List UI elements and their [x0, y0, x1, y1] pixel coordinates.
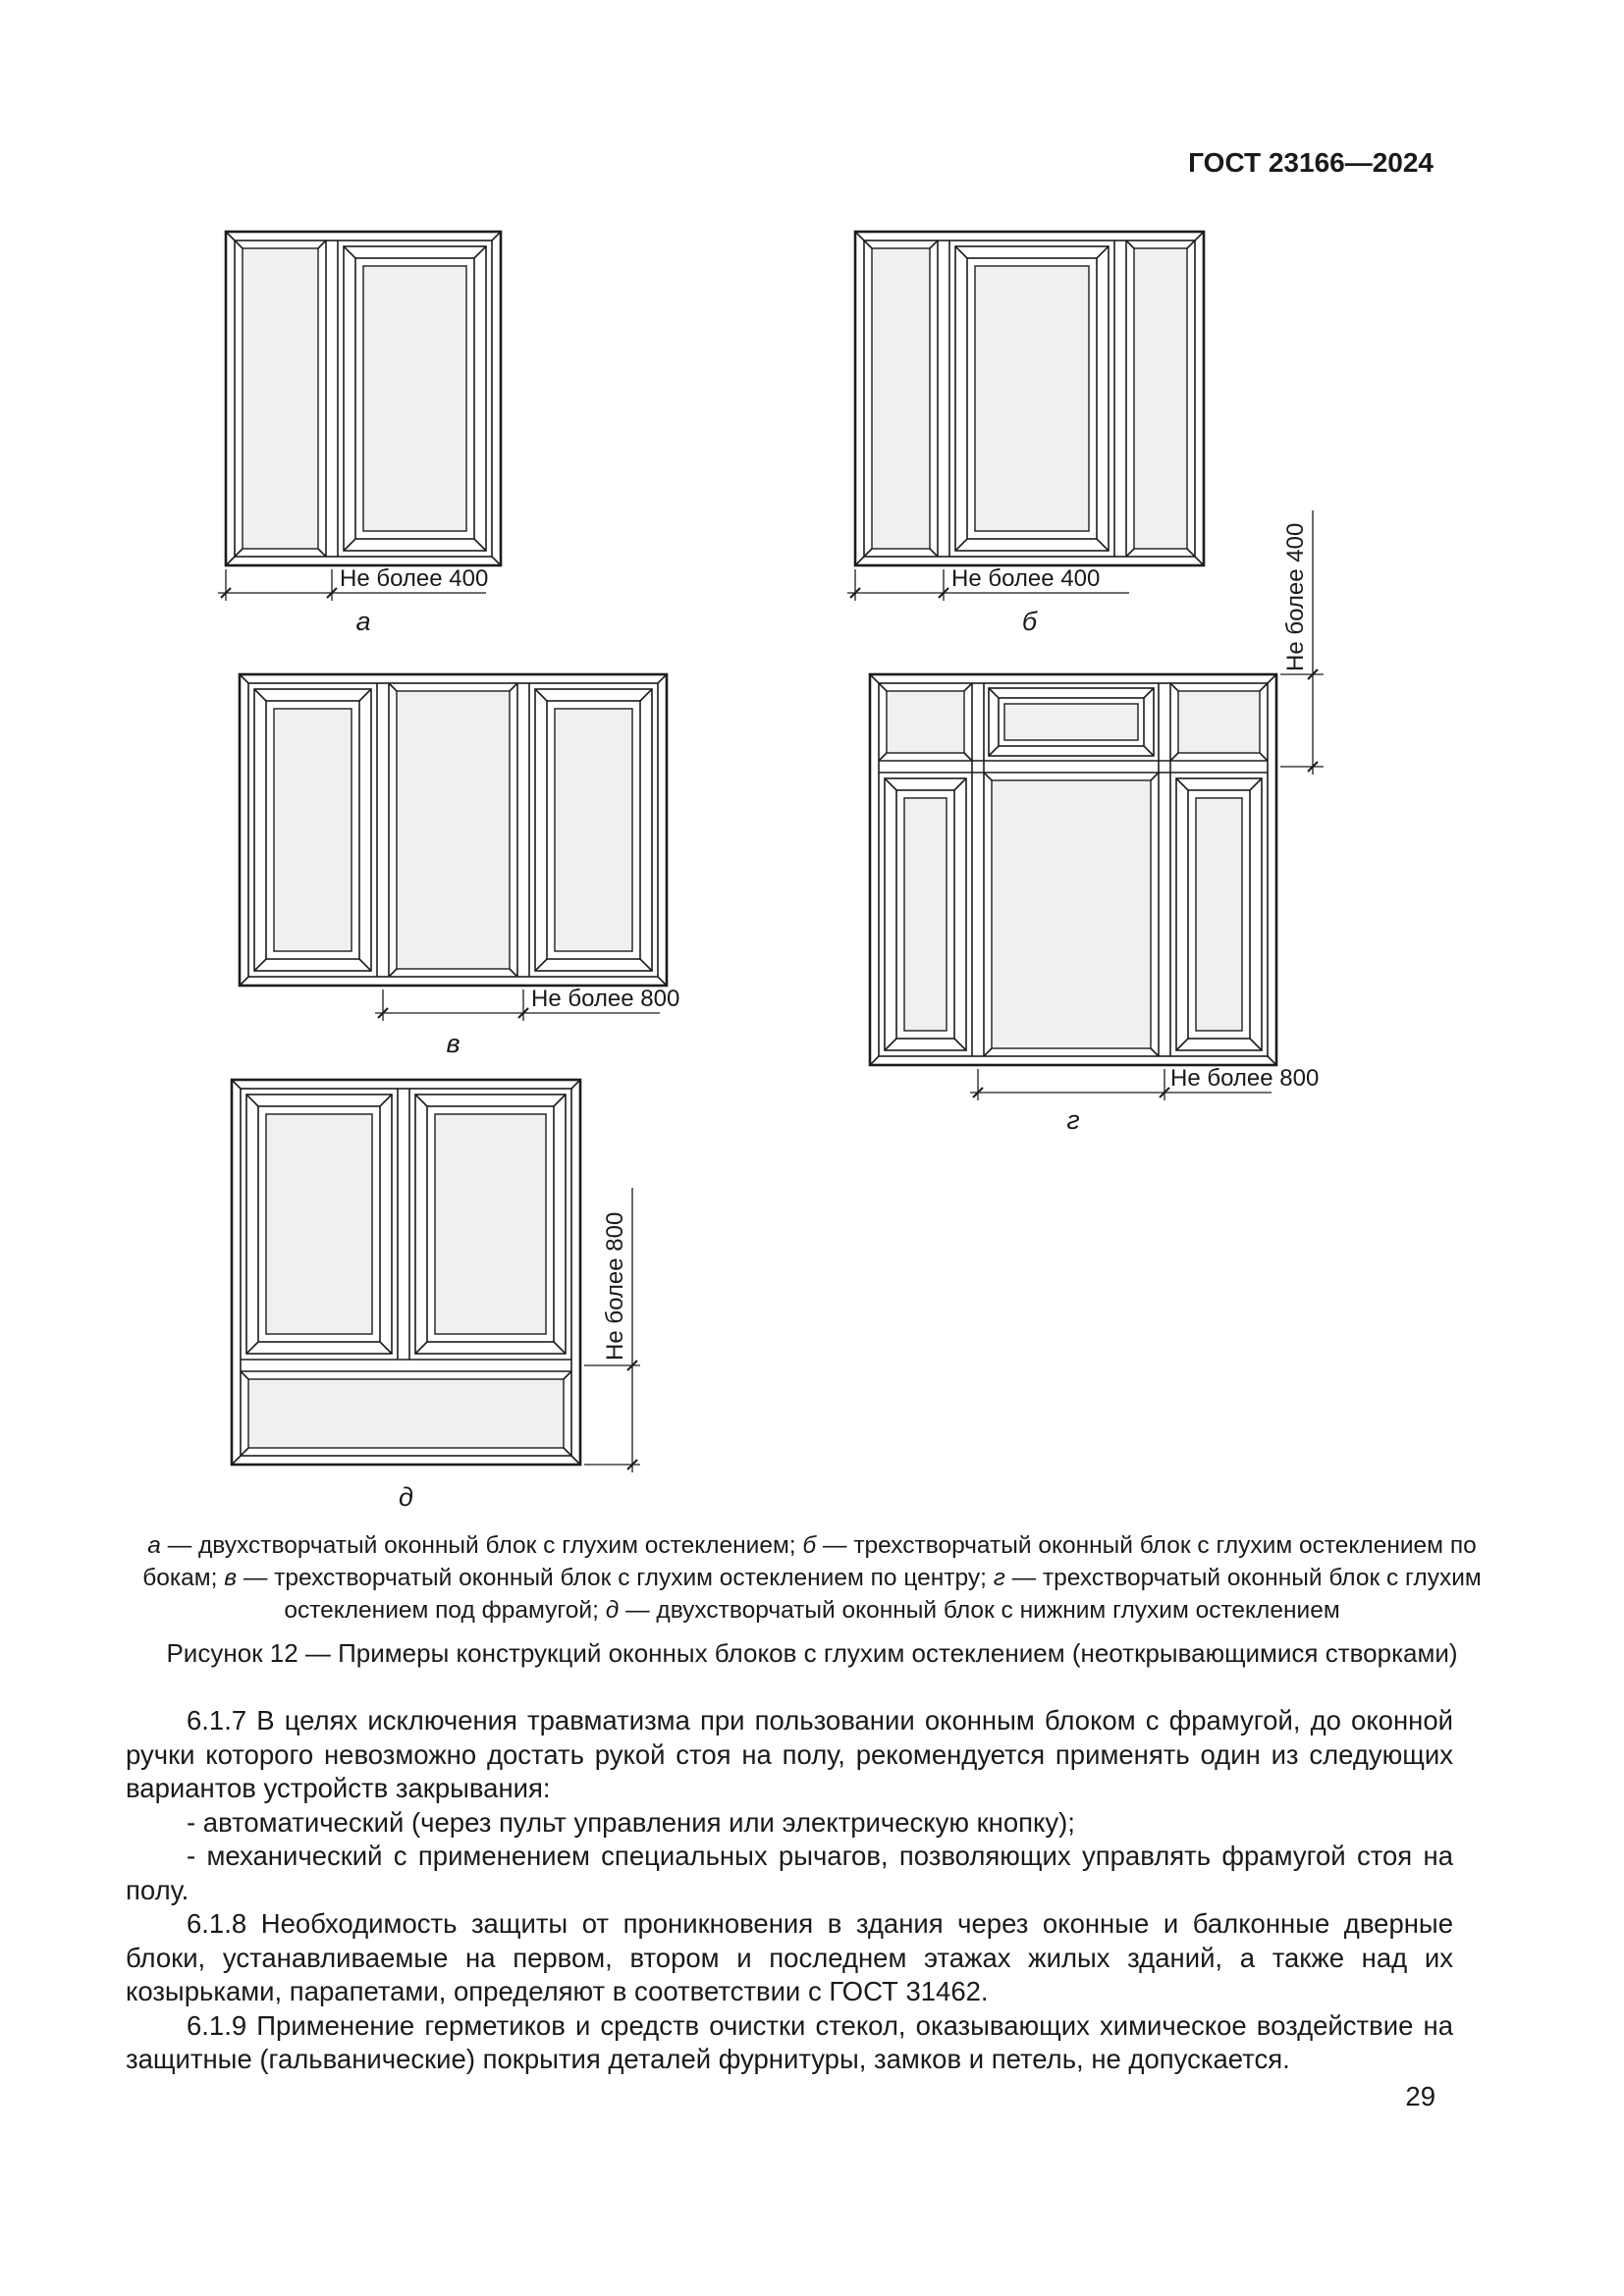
diagram-label-a: а [355, 607, 371, 636]
dim-label-b-width: Не более 400 [951, 565, 1101, 592]
glass-pane [1178, 691, 1260, 753]
legend-text-v: — трехстворчатый оконный блок с глухим остеклением по центру; [237, 1565, 994, 1591]
figure-caption: Рисунок 12 — Примеры конструкций оконных блоков с глухим остеклением (неоткрывающимися створками) [166, 1638, 1458, 1668]
dim-label-v-width: Не более 800 [531, 986, 680, 1012]
legend-letter-b: б [802, 1532, 817, 1559]
list-item-mechanical: - механический с применением специальных рычагов, позволяющих управлять фрамугой стоя на полу. [126, 1841, 1453, 1905]
legend-letter-v: в [224, 1565, 238, 1591]
diagram-label-v: в [446, 1029, 460, 1058]
diagram-label-d: д [399, 1482, 413, 1512]
legend-text-d: — двухстворчатый оконный блок с нижним глухим остеклением [619, 1597, 1340, 1624]
dim-label-d-height: Не более 800 [602, 1211, 628, 1361]
glass-pane [1004, 704, 1138, 740]
body-text [126, 1704, 1453, 2077]
diagram-label-g: г [1066, 1105, 1080, 1135]
legend-text-g: — трехстворчатый оконный блок с глухим остеклением под фрамугой; [284, 1565, 1482, 1624]
window-diagram-d [232, 1080, 640, 1472]
glass-pane [555, 709, 632, 951]
glass-pane [1196, 798, 1242, 1031]
glass-pane [248, 1379, 564, 1448]
window-diagram-v [240, 674, 667, 1021]
window-diagram-g [870, 510, 1324, 1100]
dim-label-a-width: Не более 400 [340, 565, 489, 592]
legend-text-b: — трехстворчатый оконный блок с глухим остеклением по бокам; [142, 1532, 1477, 1591]
glass-pane [274, 709, 352, 951]
window-diagram-b [847, 232, 1204, 601]
glass-pane [887, 691, 964, 753]
glass-pane [992, 780, 1151, 1048]
legend-letter-d: д [605, 1597, 620, 1624]
window-diagram-a [218, 232, 501, 601]
glass-pane [243, 248, 318, 549]
diagram-label-b: б [1021, 607, 1038, 636]
glass-pane [266, 1114, 372, 1334]
page-header: ГОСТ 23166—2024 [1188, 147, 1434, 178]
glass-pane [397, 691, 510, 969]
paragraph-6-1-9: 6.1.9 Применение герметиков и средств очистки стекол, оказывающих химическое воздействие на защитные (гальванические) покрытия деталей фурнитуры, замков и петель, не допускается. [126, 2009, 1453, 2074]
page-number: 29 [1405, 2081, 1435, 2111]
legend-letter-a: а [147, 1532, 161, 1559]
glass-pane [904, 798, 947, 1031]
glass-pane [975, 266, 1089, 531]
list-item-automatic: - автоматический (через пульт управления или электрическую кнопку); [187, 1806, 1075, 1838]
dim-label-g-width: Не более 800 [1170, 1065, 1320, 1092]
paragraph-6-1-7: 6.1.7 В целях исключения травматизма при пользовании оконным блоком с фрамугой, до оконной ручки которого невозможно достать рукой стоя на полу, рекомендуется применять один из следующих вариантов устройств закрывания: [126, 1705, 1453, 1803]
glass-pane [1134, 248, 1187, 549]
glass-pane [363, 266, 466, 531]
figure-legend [118, 1529, 1506, 1627]
legend-letter-g: г [993, 1565, 1005, 1591]
glass-pane [872, 248, 930, 549]
paragraph-6-1-8: 6.1.8 Необходимость защиты от проникновения в здания через оконные и балконные дверные блоки, устанавливаемые на первом, втором и последнем этажах жилых зданий, а также над их козырьками, парапетами, определяют в соответствии с ГОСТ 31462. [126, 1908, 1453, 2006]
glass-pane [435, 1114, 546, 1334]
dim-label-g-height: Не более 400 [1282, 522, 1309, 671]
legend-text-a: — двухстворчатый оконный блок с глухим остеклением; [160, 1532, 803, 1559]
